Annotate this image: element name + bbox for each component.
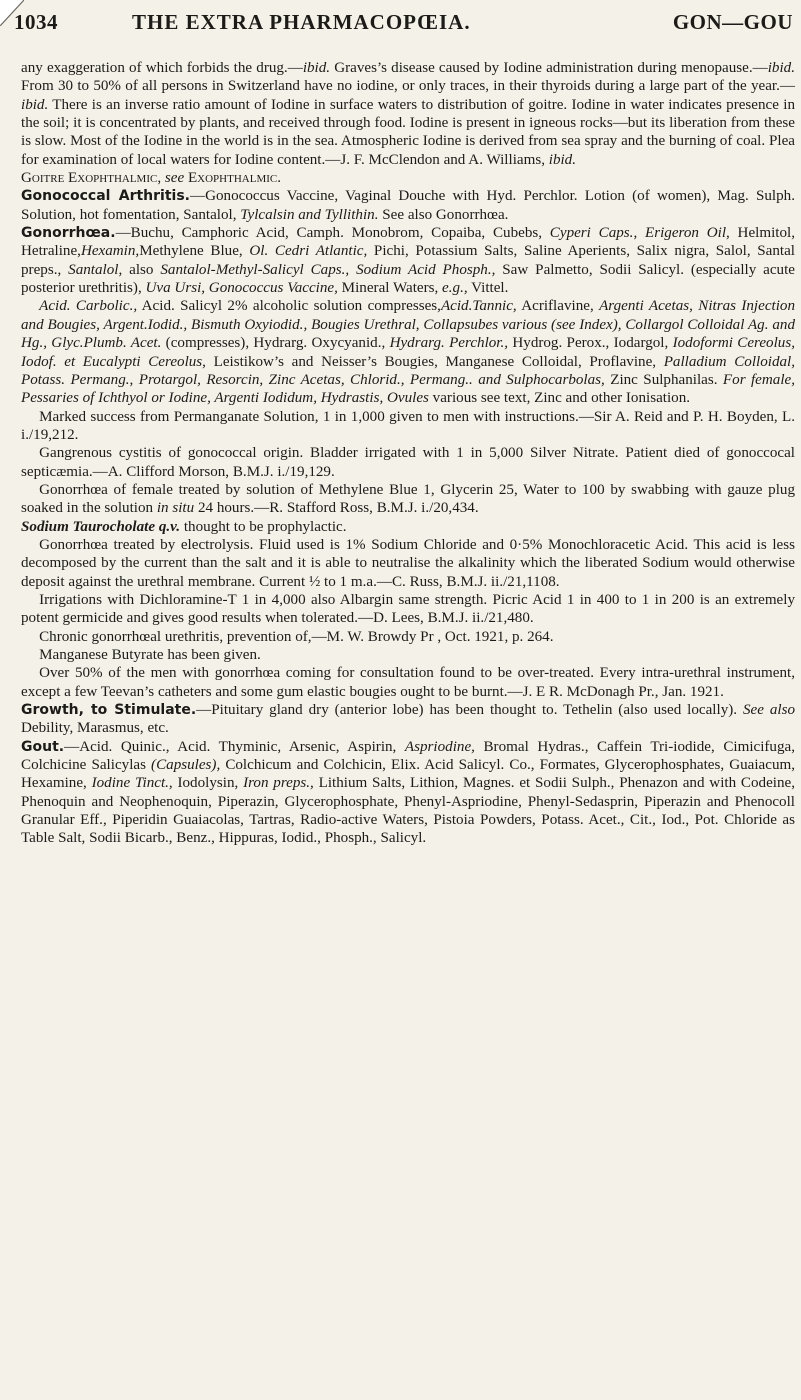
- text-run: Irrigations with Dichloramine-T 1 in 4,000 also Albargin same strength. Picric Acid 1 in 400 to 1 in 200 is an extremely potent germicide and gives good results when tolerated.—D. Lees, B.M.J. ii./21,480.: [21, 591, 795, 627]
- paragraph: [21, 481, 795, 518]
- paragraph: [21, 628, 795, 646]
- text-run: Marked success from Permanganate Solution, 1 in 1,000 given to men with instructions.—Sir A. Reid and P. H. Boyden, L. i./19,212.: [21, 408, 795, 443]
- text-run: Tylcalsin and Tyllithin.: [240, 206, 379, 223]
- text-run: Gonococcal Arthritis.: [21, 188, 190, 205]
- text-run: Hydrarg. Perchlor.,: [389, 335, 509, 352]
- text-run: Acriflavine,: [516, 298, 600, 315]
- text-run: Bromal Hydras., Caffein Tri-iodide, Cimicifuga, Colchicine Salicylas: [21, 738, 795, 774]
- text-run: Colchicum and Colchicin, Elix. Acid Salicyl. Co., Formates, Glycerophosphates, Guaiacum, Hexamine,: [21, 757, 795, 792]
- paragraph: [21, 59, 795, 169]
- paragraph: [21, 518, 795, 536]
- text-run: Gonorrhœa of female treated by solution of Methylene Blue 1, Glycerin 25, Water to 100 by swabbing with gauze plug soaked in the solution: [21, 481, 795, 517]
- paragraph: [21, 536, 795, 591]
- text-run: Hydrog. Perox., Iodargol,: [508, 335, 673, 352]
- text-run: Gangrenous cystitis of gonococcal origin. Bladder irrigated with 1 in 5,000 Silver Nitrate. Patient died of gonoccocal septicæmia.—A. Clifford Morson, B.M.J. i./19,129.: [21, 445, 795, 480]
- text-body: [21, 59, 795, 848]
- text-run: Methylene Blue,: [139, 243, 250, 260]
- text-run: Leistikow’s and Neisser’s Bougies, Manganese Colloidal, Proflavine,: [205, 353, 664, 370]
- text-run: —Buchu, Camphoric Acid, Camph. Monobrom, Copaiba, Cubebs,: [115, 225, 550, 242]
- text-run: —Pituitary gland dry (anterior lobe) has been thought to. Tethelin (also used locally).: [196, 702, 743, 719]
- text-run: Helmitol, Hetraline,: [21, 225, 795, 260]
- text-run: —Acid. Quinic., Acid. Thyminic, Arsenic, Aspirin,: [64, 738, 405, 755]
- text-run: Graves’s disease caused by Iodine administration during menopause.—: [330, 60, 768, 76]
- paragraph: [21, 664, 795, 701]
- text-run: Iron preps.,: [243, 775, 314, 792]
- text-run: Acid. Salicyl 2% alcoholic solution compresses,: [137, 298, 441, 315]
- text-run: Iodine Tinct.,: [91, 775, 173, 792]
- text-run: Zinc Sulphanilas.: [604, 371, 723, 388]
- text-run: Santalol-Methyl-Salicyl Caps., Sodium Acid Phosph.,: [160, 261, 496, 278]
- paragraph: [21, 169, 795, 187]
- paragraph: [21, 187, 795, 224]
- text-run: also: [122, 261, 161, 278]
- text-run: any exaggeration of which forbids the drug.—: [21, 60, 303, 76]
- paragraph: [21, 646, 795, 664]
- text-run: Gonorrhœa treated by electrolysis. Fluid used is 1% Sodium Chloride and 0·5% Monochloracetic Acid. This acid is less decomposed by the current than the salt and it is able to neutralise the alkalinity which the liberated Sodium would otherwise deposit against the urethral membrane. Current ½ to 1 m.a.—C. Russ, B.M.J. ii./21,1108.: [21, 536, 795, 590]
- text-run: ibid.: [302, 60, 331, 76]
- text-run: From 30 to 50% of all persons in Switzerland have no iodine, or only traces, in their thyroids during a large part of the year.—: [21, 78, 795, 95]
- text-run: There is an inverse ratio amount of Iodine in surface waters to distribution of goitre. Iodine in water indicates presence in the soil; it is concentrated by plants, and received through food. Iodine is present in igneous rocks—but its liberation from these is slow. Most of the Iodine in the world is in the sea. Atmospheric Iodine is derived from sea spray and the burning of coal. Plea for examination of local waters for Iodine content.—J. F. McClendon and A. Williams,: [21, 96, 795, 168]
- text-run: Hexamin,: [80, 243, 140, 260]
- text-run: Iodoformi Cereolus, Iodof. et Eucalypti Cereolus,: [21, 335, 795, 370]
- text-run: For female, Pessaries of Ichthyol or Iodine, Argenti Iodidum, Hydrastis, Ovules: [21, 371, 795, 407]
- guide-words: GON—GOU: [672, 10, 793, 34]
- text-run: Mineral Waters,: [337, 280, 443, 297]
- text-run: Sodium Taurocholate q.v.: [21, 518, 181, 535]
- text-run: Cyperi Caps., Erigeron Oil,: [549, 225, 730, 242]
- text-run: Iodolysin,: [172, 775, 244, 792]
- paragraph: [21, 738, 795, 848]
- text-run: Acid.Tannic,: [440, 298, 517, 315]
- text-run: ibid.: [21, 96, 49, 113]
- text-run: Lithium Salts, Lithion, Magnes. et Sodii Sulph., Phenazon and with Codeine, Phenoquin and Neophenoquin, Piperazin, Glycerophosphate, Phenyl-Aspriodine, Phenyl-Sedasprin, Piperazin and Phenocoll Granular Eff., Piperidin Guaiacolas, Tartras, Radio-active Waters, Pistoia Powders, Potass. Acet., Cit., Iod., Pot. Chloride as Table Salt, Sodii Bicarb., Benz., Hippuras, Iodid., Phosph., Salicyl.: [21, 775, 795, 847]
- running-title: THE EXTRA PHARMACOPŒIA.: [132, 10, 471, 34]
- text-run: Debility, Marasmus, etc.: [21, 720, 169, 737]
- paragraph: [21, 297, 795, 407]
- text-run: Vittel.: [467, 280, 509, 297]
- text-run: ibid.: [767, 60, 795, 76]
- text-run: Over 50% of the men with gonorrhœa coming for consultation found to be over-treated. Every intra-urethral instrument, except a few Teevan’s catheters and some gum elastic bougies ought to be burnt.—J. E R. McDonagh Pr., Jan. 1921.: [21, 665, 795, 700]
- text-run: Uva Ursi, Gonococcus Vaccine,: [145, 280, 338, 297]
- text-run: see: [164, 170, 185, 187]
- text-run: Manganese Butyrate has been given.: [39, 647, 261, 663]
- text-run: Goitre Exophthalmic,: [21, 170, 162, 187]
- text-run: (Capsules),: [151, 757, 221, 774]
- text-run: Palladium Colloidal, Potass. Permang., Protargol, Resorcin, Zinc Acetas, Chlorid., Permang.. and Sulphocarbolas,: [21, 353, 796, 388]
- text-run: Pichi, Potassium Salts, Saline Aperients, Salix nigra, Salol, Santal preps.,: [21, 243, 795, 278]
- paragraph: [21, 408, 795, 445]
- text-run: Ol. Cedri Atlantic,: [249, 243, 368, 260]
- text-run: Argenti Acetas, Nitras Injection and Bougies, Argent.Iodid., Bismuth Oxyiodid., Bougies Urethral, Collapsubes various (see Index), Collargol Colloidal Ag. and Hg., Glyc.Plumb. Acet.: [21, 298, 796, 352]
- text-run: in situ: [156, 500, 195, 517]
- text-run: Chronic gonorrhœal urethritis, prevention of,—M. W. Browdy Pr , Oct. 1921, p. 264.: [39, 628, 554, 645]
- paragraph: [21, 224, 795, 297]
- paragraph: [21, 444, 795, 481]
- text-run: ibid.: [548, 151, 577, 168]
- text-run: thought to be prophylactic.: [180, 518, 347, 535]
- text-run: e.g.,: [442, 280, 468, 297]
- text-run: (compresses), Hydrarg. Oxycyanid.,: [161, 335, 390, 352]
- page-header: [14, 4, 795, 48]
- text-run: Exophthalmic.: [187, 170, 282, 187]
- text-run: Gonorrhœa.: [21, 225, 116, 242]
- text-run: See also: [742, 702, 795, 719]
- text-run: 24 hours.—R. Stafford Ross, B.M.J. i./20,434.: [194, 500, 479, 517]
- text-run: Saw Palmetto, Sodii Salicyl. (especially acute posterior urethritis),: [21, 261, 795, 297]
- paragraph: [21, 591, 795, 628]
- text-run: Growth, to Stimulate.: [21, 702, 197, 719]
- page-number: 1034: [14, 10, 58, 34]
- text-run: Aspriodine,: [404, 738, 475, 755]
- text-run: —Gonococcus Vaccine, Vaginal Douche with Hyd. Perchlor. Lotion (of women), Mag. Sulph. Solution, hot fomentation, Santalol,: [21, 188, 795, 223]
- text-run: Santalol,: [68, 261, 123, 278]
- text-run: Acid. Carbolic.,: [39, 298, 138, 315]
- text-run: various see text, Zinc and other Ionisation.: [428, 390, 691, 407]
- text-run: See also Gonorrhœa.: [378, 206, 509, 223]
- paragraph: [21, 701, 795, 738]
- text-run: Gout.: [21, 738, 65, 755]
